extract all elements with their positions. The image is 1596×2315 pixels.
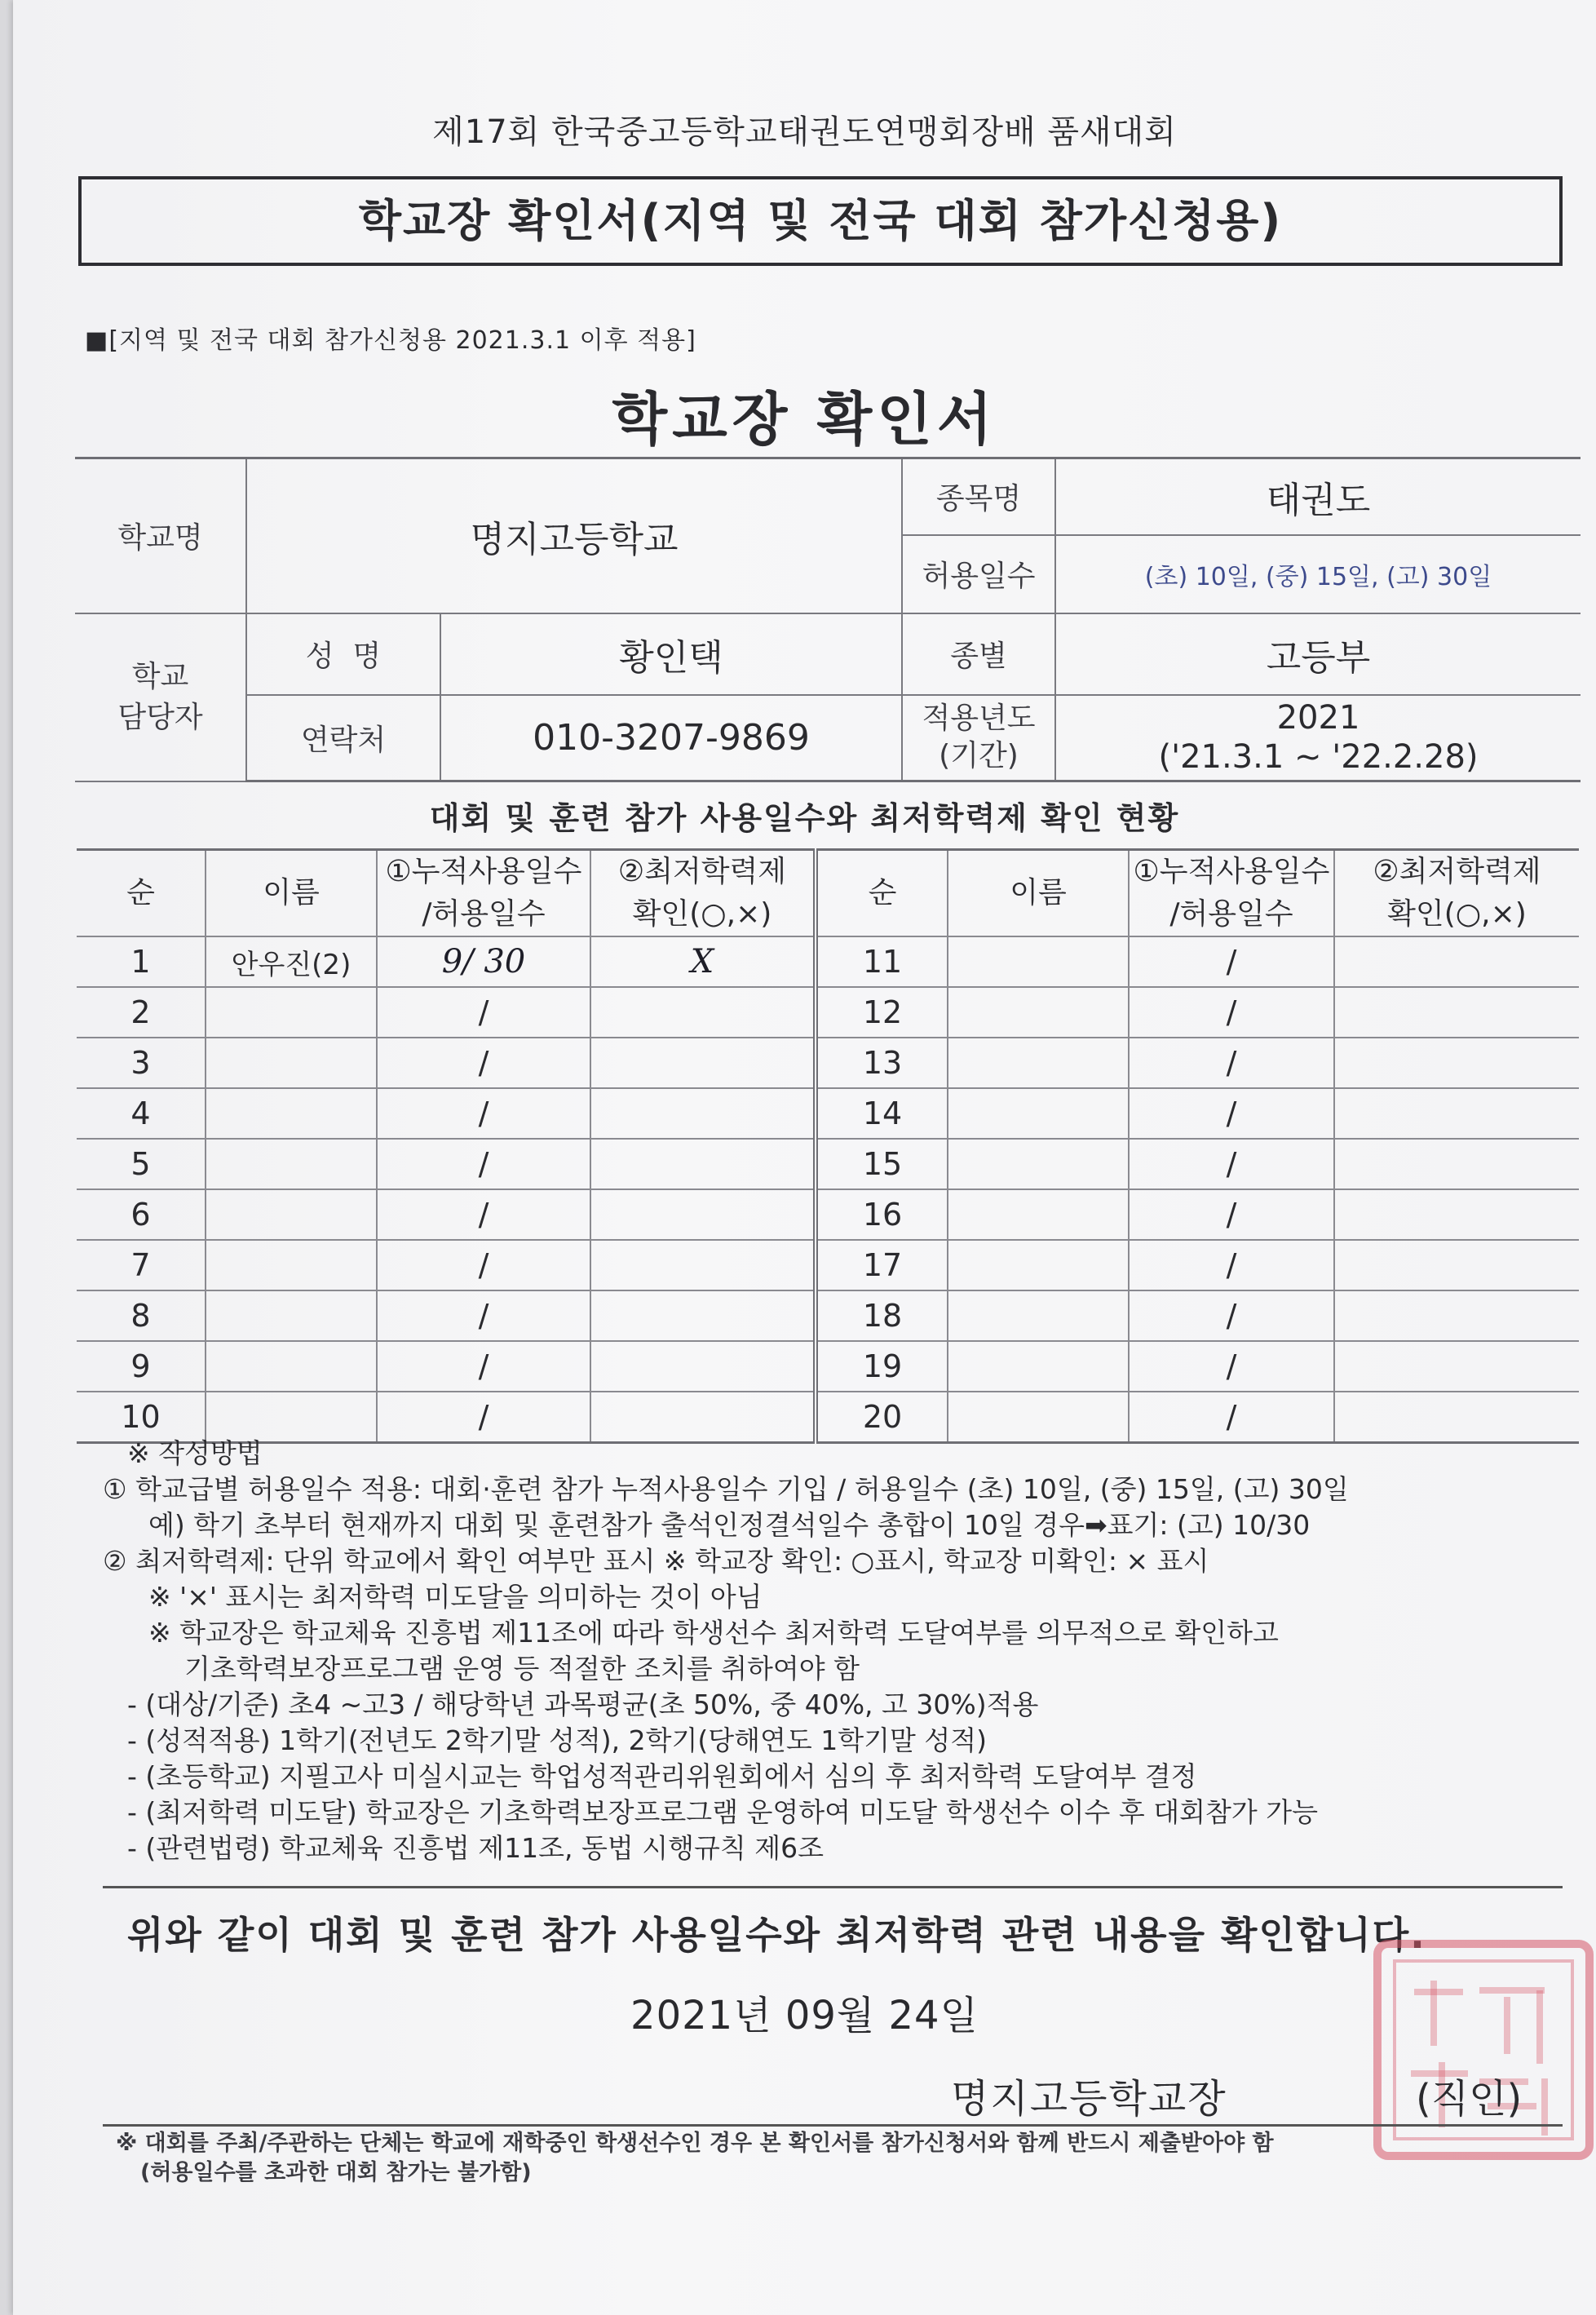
table-row (77, 987, 1579, 1038)
row-name (206, 1038, 377, 1088)
row-no: 20 (816, 1392, 948, 1443)
row-name (948, 1290, 1129, 1341)
row-no: 8 (77, 1290, 206, 1341)
row-days: / (377, 987, 590, 1038)
row-check (1334, 1290, 1579, 1341)
row-no: 19 (816, 1341, 948, 1392)
row-no: 10 (77, 1392, 206, 1443)
row-no: 17 (816, 1240, 948, 1290)
row-name (948, 1341, 1129, 1392)
row-check (1334, 1189, 1579, 1240)
allowed-days-label: 허용일수 (902, 535, 1055, 613)
row-name (948, 987, 1129, 1038)
row-no: 6 (77, 1189, 206, 1240)
footnote-line-1: ※ 대회를 주최/주관하는 단체는 학교에 재학중인 학생선수인 경우 본 확인서를 참가신청서와 함께 반드시 제출받아야 함 (116, 2131, 1274, 2156)
col-header-no: 순 (816, 850, 948, 937)
row-days: / (1129, 987, 1334, 1038)
row-check (590, 1088, 816, 1139)
contact-value: 010-3207-9869 (440, 695, 902, 781)
row-check (590, 1038, 816, 1088)
detail-4: - (최저학력 미도달) 학교장은 기초학력보장프로그램 운영하여 미도달 학생선수 이수 후 대회참가 가능 (127, 1796, 1319, 1828)
row-days: / (377, 1189, 590, 1240)
row-days: / (377, 1392, 590, 1443)
note-1: ① 학교급별 허용일수 적용: 대회·훈련 참가 누적사용일수 기입 / 허용일수 (초) 10일, (중) 15일, (고) 30일 (103, 1473, 1349, 1505)
row-name (206, 1088, 377, 1139)
row-no: 12 (816, 987, 948, 1038)
division-label: 종별 (902, 613, 1055, 695)
row-name: 안우진(2) (206, 936, 377, 987)
row-days: / (1129, 1139, 1334, 1189)
table-row (77, 1088, 1579, 1139)
col-header-min-academic: ②최저학력제 확인(○,×) (1334, 850, 1579, 937)
note-1-example: 예) 학기 초부터 현재까지 대회 및 훈련참가 출석인정결석일수 총합이 10일 경우➡표기: (고) 10/30 (148, 1509, 1311, 1541)
row-name (948, 1240, 1129, 1290)
row-no: 4 (77, 1088, 206, 1139)
row-no: 7 (77, 1240, 206, 1290)
row-name (948, 1088, 1129, 1139)
confirmation-statement: 위와 같이 대회 및 훈련 참가 사용일수와 최저학력 관련 내용을 확인합니다. (127, 1913, 1426, 1957)
row-check (590, 1240, 816, 1290)
allowed-days-value: (초) 10일, (중) 15일, (고) 30일 (1055, 535, 1581, 613)
event-label: 종목명 (902, 458, 1055, 535)
note-2-b2: 기초학력보장프로그램 운영 등 적절한 조치를 취하여야 함 (184, 1653, 860, 1684)
row-no: 3 (77, 1038, 206, 1088)
row-check (590, 1139, 816, 1189)
detail-3: - (초등학교) 지필고사 미실시교는 학업성적관리위원회에서 심의 후 최저학력 도달여부 결정 (127, 1760, 1197, 1792)
division-value: 고등부 (1055, 613, 1581, 695)
row-days: / (377, 1341, 590, 1392)
row-name (948, 936, 1129, 987)
row-no: 15 (816, 1139, 948, 1189)
year-label: 적용년도 (기간) (902, 695, 1055, 781)
row-check (590, 987, 816, 1038)
row-days: / (377, 1240, 590, 1290)
row-check (590, 1341, 816, 1392)
table-row (77, 1240, 1579, 1290)
row-check (1334, 1341, 1579, 1392)
row-name (948, 1189, 1129, 1240)
row-check (590, 1290, 816, 1341)
row-no: 1 (77, 936, 206, 987)
row-days: / (377, 1038, 590, 1088)
col-header-no: 순 (77, 850, 206, 937)
col-header-name: 이름 (948, 850, 1129, 937)
row-check (1334, 1139, 1579, 1189)
principal-signature: 명지고등학교장 (951, 2076, 1227, 2122)
row-name (206, 1139, 377, 1189)
competition-title: 제17회 한국중고등학교태권도연맹회장배 품새대회 (432, 113, 1177, 151)
row-name (206, 987, 377, 1038)
note-2-a: ※ '×' 표시는 최저학력 미도달을 의미하는 것이 아님 (148, 1581, 763, 1613)
row-no: 9 (77, 1341, 206, 1392)
footnote-line-2: (허용일수를 초과한 대회 참가는 불가함) (140, 2160, 532, 2185)
col-header-name: 이름 (206, 850, 377, 937)
status-title: 대회 및 훈련 참가 사용일수와 최저학력제 확인 현황 (429, 800, 1180, 836)
row-name (206, 1189, 377, 1240)
note-2: ② 최저학력제: 단위 학교에서 확인 여부만 표시 ※ 학교장 확인: ○표시, 학교장 미확인: × 표시 (103, 1545, 1209, 1577)
row-name (206, 1240, 377, 1290)
note-2-b1: ※ 학교장은 학교체육 진흥법 제11조에 따라 학생선수 최저학력 도달여부를 의무적으로 확인하고 (148, 1617, 1279, 1649)
row-no: 14 (816, 1088, 948, 1139)
table-row (77, 1038, 1579, 1088)
row-no: 11 (816, 936, 948, 987)
row-days: 9/ 30 (377, 936, 590, 987)
school-name-value: 명지고등학교 (246, 458, 902, 613)
row-check (1334, 936, 1579, 987)
notes-header: ※ 작성방법 (127, 1437, 263, 1469)
row-days: / (1129, 1240, 1334, 1290)
row-days: / (1129, 1341, 1334, 1392)
row-no: 2 (77, 987, 206, 1038)
contact-label: 연락처 (246, 695, 440, 781)
col-header-min-academic: ②최저학력제 확인(○,×) (590, 850, 816, 937)
document-page (13, 0, 1596, 2315)
row-no: 18 (816, 1290, 948, 1341)
row-days: / (377, 1088, 590, 1139)
table-row (77, 1139, 1579, 1189)
row-days: / (1129, 1038, 1334, 1088)
detail-2: - (성적적용) 1학기(전년도 2학기말 성적), 2학기(당해연도 1학기말 성적) (127, 1724, 988, 1756)
row-days: / (1129, 1392, 1334, 1443)
row-days: / (1129, 1290, 1334, 1341)
document-heading-box: 학교장 확인서(지역 및 전국 대회 참가신청용) (78, 176, 1563, 266)
divider-footer (103, 2124, 1563, 2127)
row-check (1334, 1038, 1579, 1088)
row-days: / (1129, 936, 1334, 987)
table-row (77, 936, 1579, 987)
issue-date: 2021년 09월 24일 (630, 1993, 979, 2038)
info-table (75, 457, 1581, 782)
row-days: / (1129, 1189, 1334, 1240)
row-no: 5 (77, 1139, 206, 1189)
row-check (1334, 1240, 1579, 1290)
detail-1: - (대상/기준) 초4 ~고3 / 해당학년 과목평균(초 50%, 중 40%, 고 30%)적용 (127, 1689, 1039, 1720)
detail-5: - (관련법령) 학교체육 진흥법 제11조, 동법 시행규칙 제6조 (127, 1832, 824, 1864)
row-days: / (377, 1290, 590, 1341)
event-value: 태권도 (1055, 458, 1581, 535)
row-check: X (590, 936, 816, 987)
row-no: 13 (816, 1038, 948, 1088)
row-days: / (1129, 1088, 1334, 1139)
writing-instructions (103, 1436, 1571, 1866)
row-name (206, 1290, 377, 1341)
seal-label: (직인) (1416, 2076, 1523, 2122)
doc-title: 학교장 확인서 (612, 386, 997, 453)
table-row (77, 1189, 1579, 1240)
school-name-label: 학교명 (75, 458, 246, 613)
table-row (77, 1341, 1579, 1392)
table-row (77, 1290, 1579, 1341)
row-days: / (377, 1139, 590, 1189)
row-check (1334, 987, 1579, 1038)
row-check (1334, 1088, 1579, 1139)
col-header-days: ①누적사용일수 /허용일수 (377, 850, 590, 937)
divider (103, 1886, 1563, 1888)
row-name (948, 1038, 1129, 1088)
col-header-days: ①누적사용일수 /허용일수 (1129, 850, 1334, 937)
manager-label: 학교 담당자 (75, 613, 246, 781)
row-no: 16 (816, 1189, 948, 1240)
official-seal (1373, 1940, 1594, 2160)
row-check (590, 1189, 816, 1240)
status-table (77, 848, 1579, 1444)
manager-name-label: 성 명 (246, 613, 440, 695)
row-name (206, 1341, 377, 1392)
row-name (948, 1139, 1129, 1189)
footnote (116, 2129, 1274, 2188)
manager-name-value: 황인택 (440, 613, 902, 695)
applied-note: ■[지역 및 전국 대회 참가신청용 2021.3.1 이후 적용] (85, 326, 696, 355)
year-value: 2021 ('21.3.1 ~ '22.2.28) (1055, 695, 1581, 781)
